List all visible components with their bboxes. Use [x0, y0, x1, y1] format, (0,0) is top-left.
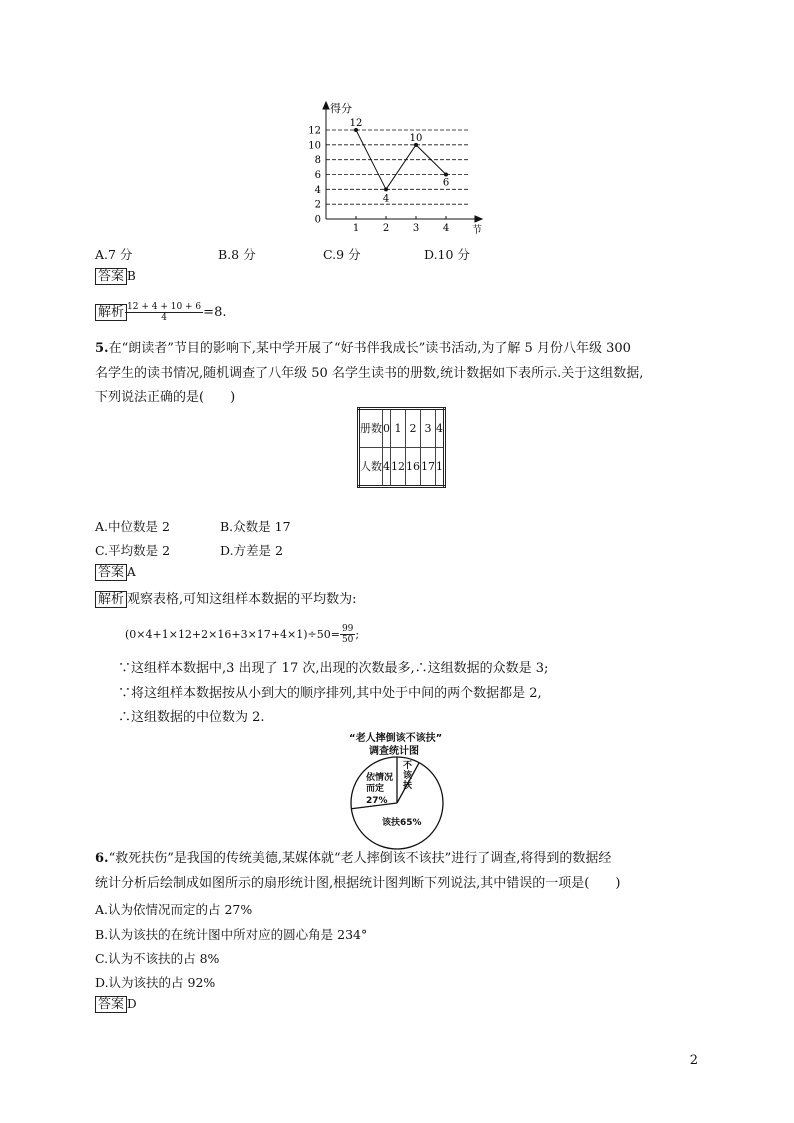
fraction-denominator: 50: [341, 635, 354, 645]
pie-title-line2: 调查统计图: [369, 746, 419, 757]
q6-number: 6.: [95, 851, 109, 866]
q5-line2: ∵这组样本数据中,3 出现了 17 次,出现的次数最多,∴这组数据的众数是 3;: [118, 661, 549, 676]
x-tick-label: 4: [442, 223, 450, 234]
q6-choice-b: B.认为该扶的在统计图中所对应的圆心角是 234°: [95, 927, 368, 942]
q6-answer: [95, 996, 137, 1013]
q4-fraction: [125, 302, 203, 323]
y-tick-label: 10: [308, 140, 321, 152]
pie-label-no-3: 扶: [403, 781, 413, 791]
y-tick-label: 4: [314, 184, 321, 196]
pie-label-no-1: 不: [403, 761, 413, 771]
answer-label: 答案: [95, 996, 127, 1013]
q5-line3: ∵将这组样本数据按从小到大的顺序排列,其中处于中间的两个数据都是 2,: [118, 686, 542, 701]
pie-label-depends-1: 依情况: [366, 773, 394, 783]
data-point: [444, 173, 448, 177]
data-label: 4: [382, 193, 390, 205]
analysis-label: 解析: [95, 591, 127, 608]
q5-text-line1: [95, 336, 631, 361]
q6-choice-a: A.认为依情况而定的占 27%: [95, 902, 253, 917]
pie-label-yes: 该扶65%: [382, 818, 422, 828]
data-label: 10: [409, 132, 423, 144]
table-header-people: 人数: [359, 448, 383, 487]
table-cell: 16: [406, 448, 421, 487]
x-axis-arrow: [475, 216, 482, 222]
q5-formula: [125, 624, 359, 645]
q5-data-table: [357, 407, 446, 488]
formula-text: (0×4+1×12+2×16+3×17+4×1)÷50=: [125, 628, 340, 641]
y-tick-label: 0: [314, 214, 321, 226]
q5-choice-b: B.众数是 17: [220, 519, 291, 534]
answer-value: A: [127, 565, 136, 579]
table-cell: 12: [391, 448, 406, 487]
q5-analysis: [95, 588, 357, 608]
pie-label-depends-3: 27%: [366, 796, 388, 806]
data-label: 12: [349, 118, 363, 129]
y-tick-label: 2: [314, 199, 321, 211]
table-cell: 4: [436, 409, 445, 448]
x-tick-label: 3: [412, 223, 420, 234]
fraction-denominator: 4: [161, 313, 167, 323]
y-axis-label: 得分: [330, 102, 352, 115]
q6-text-1: “救死扶伤”是我国的传统美德,某媒体就“老人摔倒该不该扶”进行了调查,将得到的数据经: [108, 851, 612, 866]
q4-choice-d: D.10 分: [424, 247, 470, 262]
fraction-result: =8.: [203, 305, 227, 320]
analysis-label: 解析: [95, 304, 127, 321]
pie-title-line1: “老人摔倒该不该扶”: [349, 733, 443, 744]
q5-text-line2: 名学生的读书情况,随机调查了八年级 50 名学生读书的册数,统计数据如下表所示.关于这组数据,: [95, 366, 644, 381]
table-cell: 2: [406, 409, 421, 448]
pie-label-depends-2: 而定: [366, 784, 385, 794]
y-tick-label: 12: [308, 125, 321, 137]
answer-value: D: [127, 997, 137, 1011]
q5-choice-a: A.中位数是 2: [95, 519, 170, 534]
q6-text-line1: [95, 846, 611, 871]
q5-text-1: 在“朗读者”节目的影响下,某中学开展了“好书伴我成长”读书活动,为了解 5 月份八年级 300: [108, 341, 631, 356]
q4-analysis: [95, 302, 226, 323]
opinion-pie-chart: [349, 755, 449, 851]
table-cell: 1: [436, 448, 445, 487]
y-tick-label: 6: [314, 170, 321, 181]
fraction-numerator: 12 + 4 + 10 + 6: [127, 302, 202, 312]
table-cell: 0: [383, 409, 391, 448]
table-cell: 4: [383, 448, 391, 487]
q5-line4: ∴这组数据的中位数为 2.: [118, 710, 265, 725]
q6-choice-d: D.认为该扶的占 92%: [95, 975, 216, 990]
q5-answer: [95, 564, 136, 581]
q6-choice-c: C.认为不该扶的占 8%: [95, 951, 220, 966]
score-line-chart: [300, 100, 490, 236]
y-tick-label: 8: [314, 155, 321, 167]
formula-fraction: [340, 624, 355, 645]
x-tick-label: 2: [382, 223, 390, 234]
q6-text-line2: 统计分析后绘制成如图所示的扇形统计图,根据统计图判断下列说法,其中错误的一项是( ): [95, 876, 621, 891]
q4-choice-b: B.8 分: [218, 247, 256, 262]
q5-text-line3: 下列说法正确的是( ): [95, 390, 236, 405]
table-cell: 3: [421, 409, 436, 448]
q4-choice-a: A.7 分: [95, 247, 133, 262]
x-axis-label: 节: [472, 225, 482, 236]
q4-answer: [95, 268, 136, 285]
q5-number: 5.: [95, 341, 109, 356]
q4-choice-c: C.9 分: [323, 247, 361, 262]
pie-label-no-2: 该: [403, 771, 413, 781]
table-header-books: 册数: [359, 409, 383, 448]
formula-end: ;: [355, 628, 360, 641]
y-axis-arrow: [323, 102, 329, 109]
answer-value: B: [127, 269, 136, 283]
fraction-numerator: 99: [341, 624, 354, 634]
data-label: 6: [442, 177, 450, 189]
page-number: 2: [689, 1053, 698, 1068]
q5-choice-d: D.方差是 2: [220, 543, 283, 558]
x-tick-label: 1: [352, 223, 360, 234]
answer-label: 答案: [95, 564, 127, 581]
table-cell: 1: [391, 409, 406, 448]
table-cell: 17: [421, 448, 436, 487]
data-point: [384, 187, 388, 191]
analysis-line1: 观察表格,可知这组样本数据的平均数为:: [127, 592, 357, 607]
q5-choice-c: C.平均数是 2: [95, 543, 171, 558]
answer-label: 答案: [95, 268, 127, 285]
